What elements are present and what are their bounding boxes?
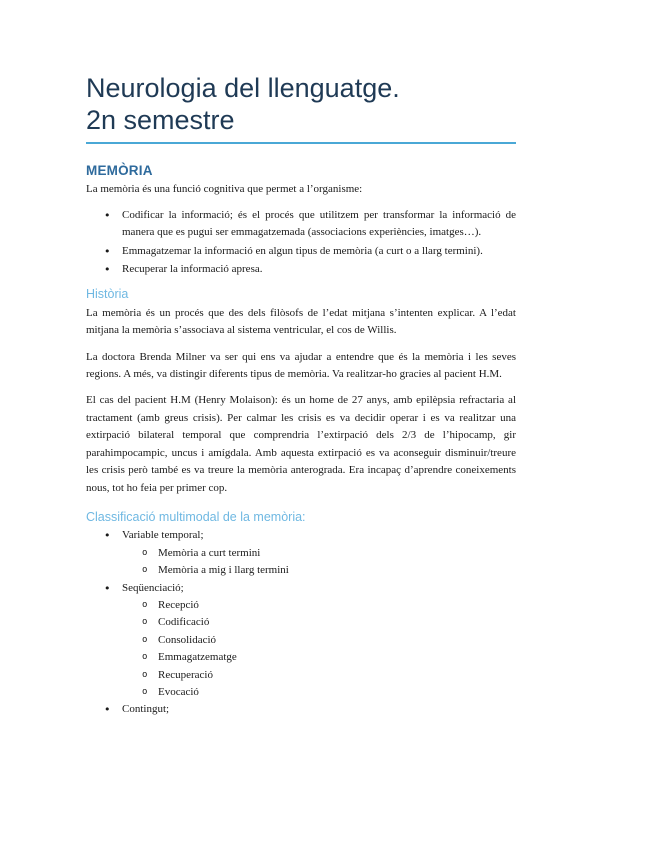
- sublist-item: o Evocació: [86, 684, 516, 701]
- sublist-item: o Memòria a mig i llarg termini: [86, 562, 516, 579]
- document-title: [86, 72, 516, 144]
- sublist-item: o Memòria a curt termini: [86, 545, 516, 562]
- list-item: • Codificar la informació; és el procés que utilitzem per transformar la informació de manera que es pugui ser emmagatzemada (associacions experiències, imatges…).: [86, 207, 516, 242]
- sublist: [86, 597, 516, 701]
- list-item: • Recuperar la informació apresa.: [86, 261, 516, 278]
- historia-paragraph: La memòria és un procés que des dels filòsofs de l’edat mitjana s’intenten explicar. A l’edat mitjana la memòria s’associava al sistema ventricular, el cos de Willis.: [86, 306, 516, 337]
- list-item-contingut: [86, 701, 516, 718]
- title-line-1: Neurologia del llenguatge.: [86, 73, 400, 103]
- section-heading-memoria: MEMÒRIA: [86, 163, 153, 178]
- sublist-item: o Codificació: [86, 614, 516, 631]
- list-item-label: Contingut;: [122, 703, 170, 716]
- list-item: • Emmagatzemar la informació en algun tipus de memòria (a curt o a llarg termini).: [86, 243, 516, 260]
- sublist-item: o Recuperació: [86, 667, 516, 684]
- title-line-2: 2n semestre: [86, 105, 235, 135]
- classification-list: [86, 527, 516, 718]
- list-item-label: Variable temporal;: [122, 529, 204, 542]
- sublist-item: o Recepció: [86, 597, 516, 614]
- sublist: [86, 545, 516, 580]
- document-body: [86, 162, 516, 719]
- memoria-intro: La memòria és una funció cognitiva que permet a l’organisme:: [86, 183, 363, 196]
- historia-paragraph: La doctora Brenda Milner va ser qui ens va ajudar a entendre que és la memòria i les seves regions. A més, va distingir diferents tipus de memòria. Va realitzar-ho gracies al pacient H.M.: [86, 350, 516, 381]
- section-heading-historia: Història: [86, 287, 129, 302]
- historia-paragraph: El cas del pacient H.M (Henry Molaison): és un home de 27 anys, amb epilèpsia refractaria al tractament (amb greus crisis). Per calmar les crisis es va decidir operar i es va realitzar una extirpació bilateral temporal que comprendria l’extirpació dels 2/3 de l’hipocamp, gir parahimpocampic, uncus i amígdala. Amb aquesta extirpació es va aconseguir disminuir/treure les crisis però també es va treure la memòria anterograda. Era incapaç d’aprendre coneixements nous, tot ho feia per primer cop.: [86, 394, 516, 494]
- section-heading-classificacio: Classificació multimodal de la memòria:: [86, 509, 306, 524]
- list-item-variable-temporal: [86, 527, 516, 579]
- memoria-functions-list: [86, 207, 516, 279]
- list-item-sequenciacio: [86, 580, 516, 702]
- list-item-label: Seqüenciació;: [122, 581, 184, 594]
- sublist-item: o Emmagatzematge: [86, 649, 516, 666]
- sublist-item: o Consolidació: [86, 632, 516, 649]
